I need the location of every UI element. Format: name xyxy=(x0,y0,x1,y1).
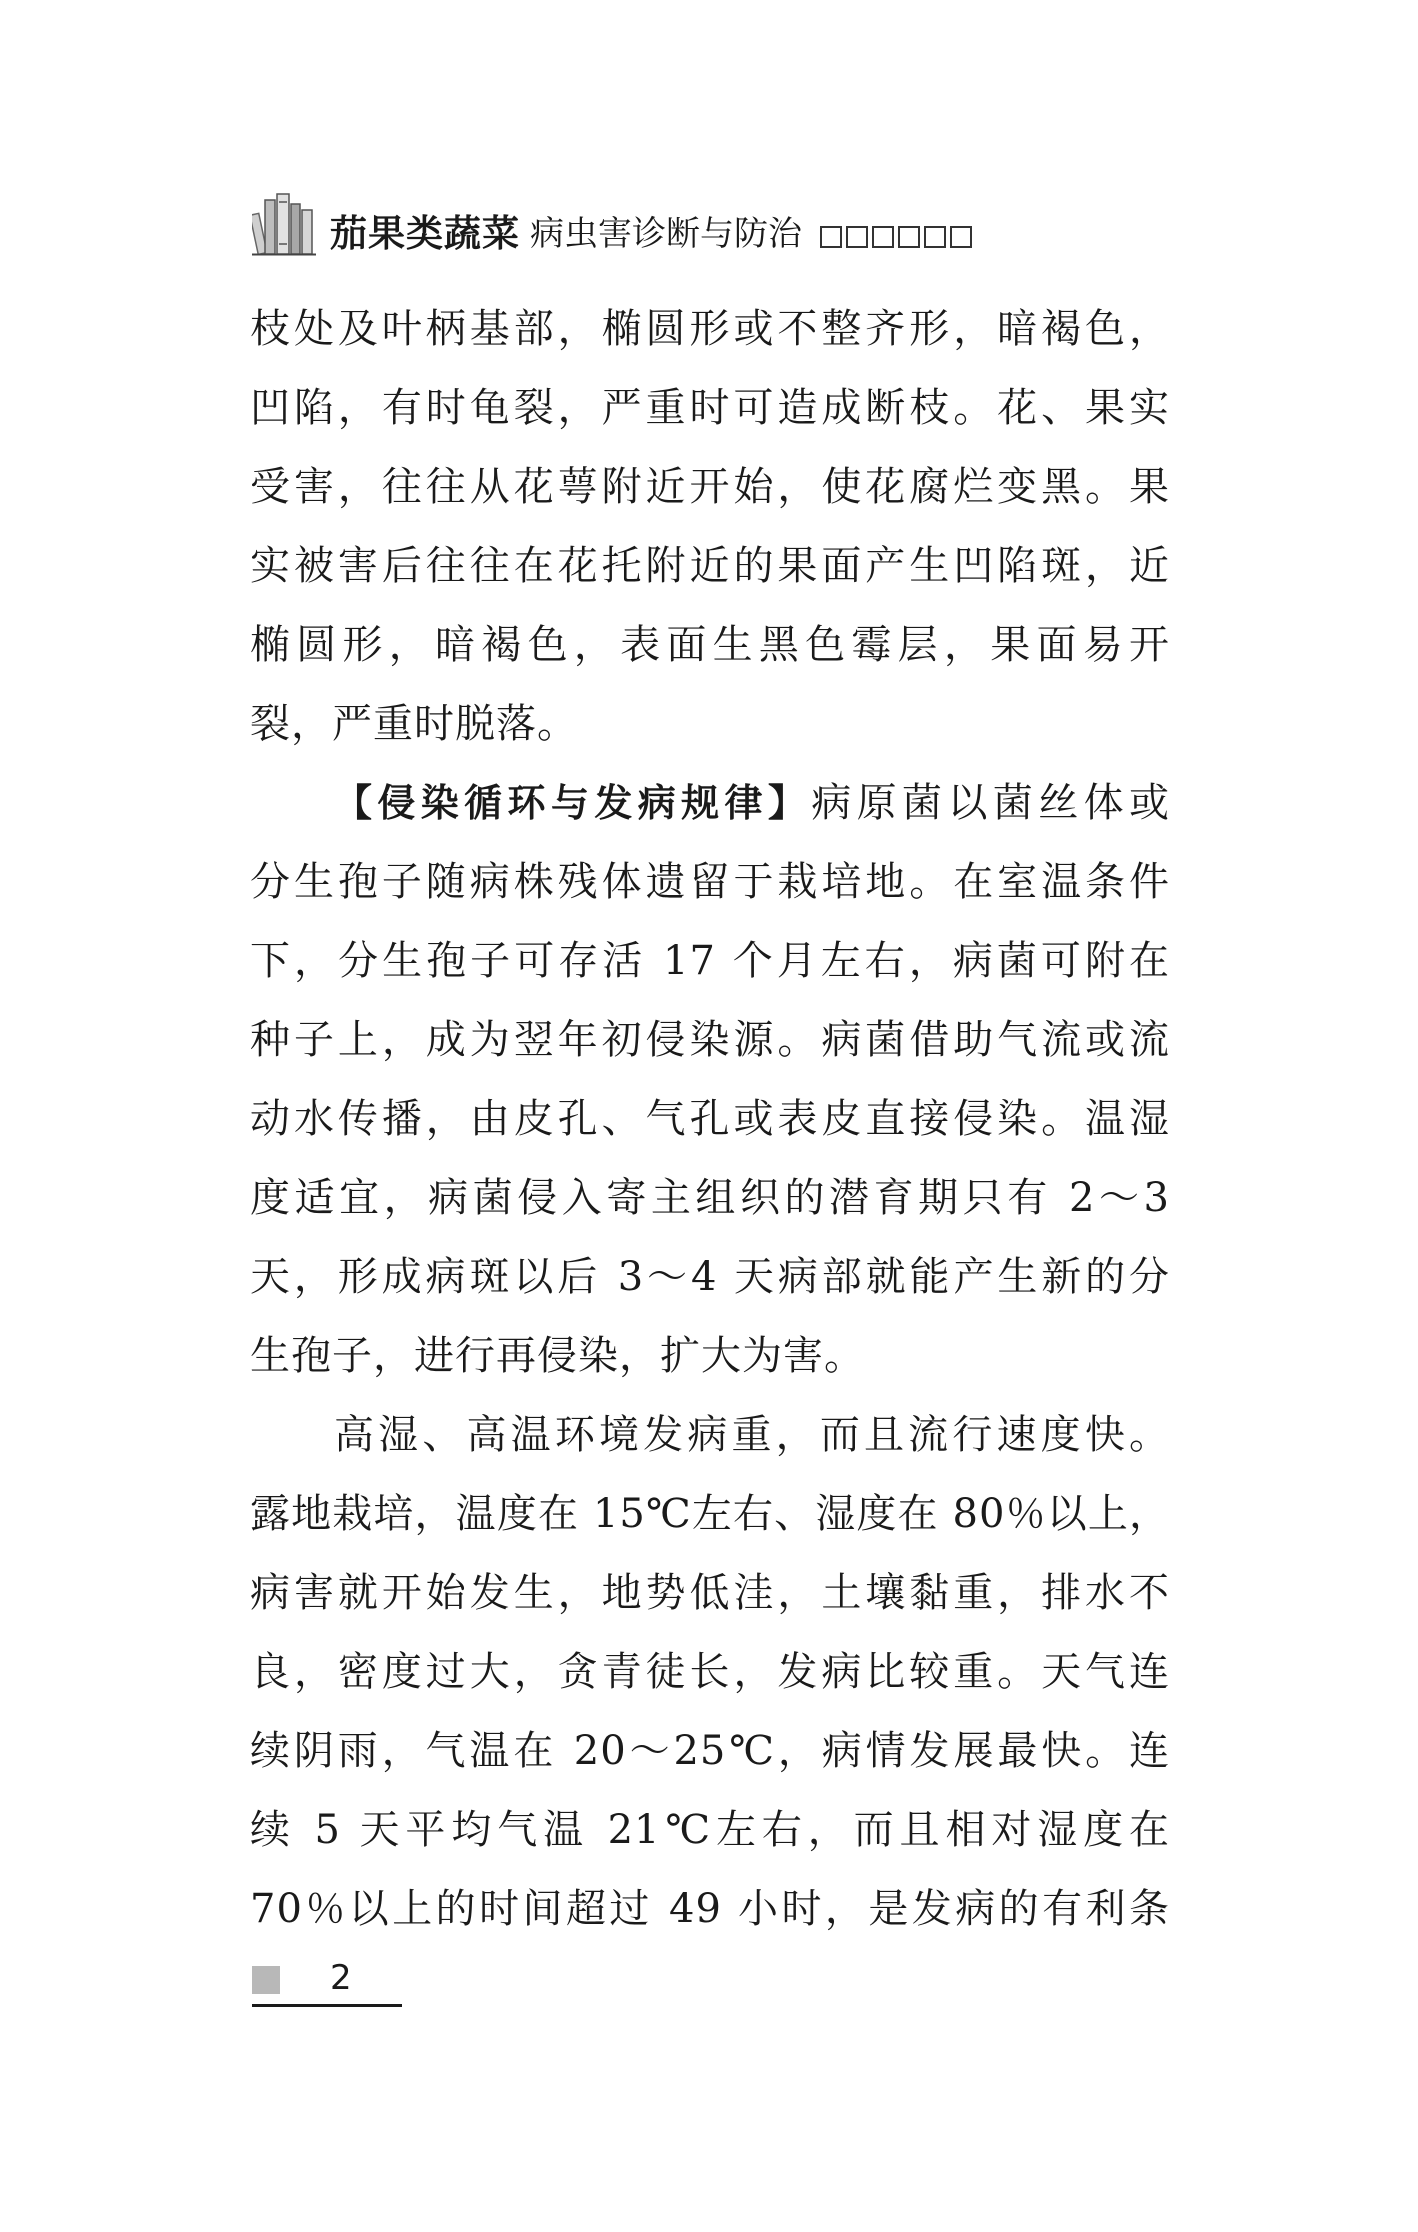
text-line: 裂，严重时脱落。 xyxy=(250,701,578,747)
paragraph-conditions xyxy=(250,1396,1170,1949)
decorative-box xyxy=(898,226,920,248)
text-line: 种子上，成为翌年初侵染源。病菌借助气流或流 xyxy=(250,1017,1170,1063)
text-line xyxy=(250,764,1170,843)
text-line: 露地栽培，温度在 15℃左右、湿度在 80％以上， xyxy=(250,1491,1170,1537)
text-line: 实被害后往往在花托附近的果面产生凹陷斑，近 xyxy=(250,543,1170,589)
text-line: 高湿、高温环境发病重，而且流行速度快。 xyxy=(334,1412,1170,1458)
page-footer xyxy=(252,1960,402,2008)
text-line: 续阴雨，气温在 20～25℃，病情发展最快。连 xyxy=(250,1728,1170,1774)
header-title-bold: 茄果类蔬菜 xyxy=(330,212,520,255)
text-line: 生孢子，进行再侵染，扩大为害。 xyxy=(250,1333,865,1379)
decorative-box xyxy=(872,226,894,248)
text-line: 下，分生孢子可存活 17 个月左右，病菌可附在 xyxy=(250,938,1170,984)
text-line: 70％以上的时间超过 49 小时，是发病的有利条 xyxy=(250,1886,1170,1932)
paragraph-symptoms xyxy=(250,290,1170,764)
text-line: 动水传播，由皮孔、气孔或表皮直接侵染。温湿 xyxy=(250,1096,1170,1142)
text-line: 枝处及叶柄基部，椭圆形或不整齐形，暗褐色， xyxy=(250,306,1170,352)
running-header xyxy=(252,186,976,256)
text-line: 分生孢子随病株残体遗留于栽培地。在室温条件 xyxy=(250,859,1170,905)
text-line: 凹陷，有时龟裂，严重时可造成断枝。花、果实 xyxy=(250,385,1170,431)
text-run: 病原菌以菌丝体或 xyxy=(811,780,1170,826)
text-line: 度适宜，病菌侵入寄主组织的潜育期只有 2～3 xyxy=(250,1175,1170,1221)
text-line: 续 5 天平均气温 21℃左右，而且相对湿度在 xyxy=(250,1807,1170,1853)
decorative-box xyxy=(950,226,972,248)
page-body xyxy=(250,290,1170,1949)
footer-marker xyxy=(252,1966,280,1994)
decorative-box xyxy=(924,226,946,248)
text-line: 良，密度过大，贪青徒长，发病比较重。天气连 xyxy=(250,1649,1170,1695)
header-title-normal: 病虫害诊断与防治 xyxy=(530,214,802,254)
decorative-box xyxy=(820,226,842,248)
text-line: 椭圆形，暗褐色，表面生黑色霉层，果面易开 xyxy=(250,622,1170,668)
paragraph-infection-cycle xyxy=(250,764,1170,1396)
bookshelf-icon xyxy=(252,186,316,256)
text-line: 受害，往往从花萼附近开始，使花腐烂变黑。果 xyxy=(250,464,1170,510)
page-number: 2 xyxy=(330,1958,352,1998)
section-heading: 【侵染循环与发病规律】 xyxy=(334,781,812,825)
footer-rule xyxy=(252,2004,402,2007)
decorative-box xyxy=(846,226,868,248)
header-decorative-boxes xyxy=(820,226,976,248)
text-line: 病害就开始发生，地势低洼，土壤黏重，排水不 xyxy=(250,1570,1170,1616)
text-line: 天，形成病斑以后 3～4 天病部就能产生新的分 xyxy=(250,1254,1170,1300)
